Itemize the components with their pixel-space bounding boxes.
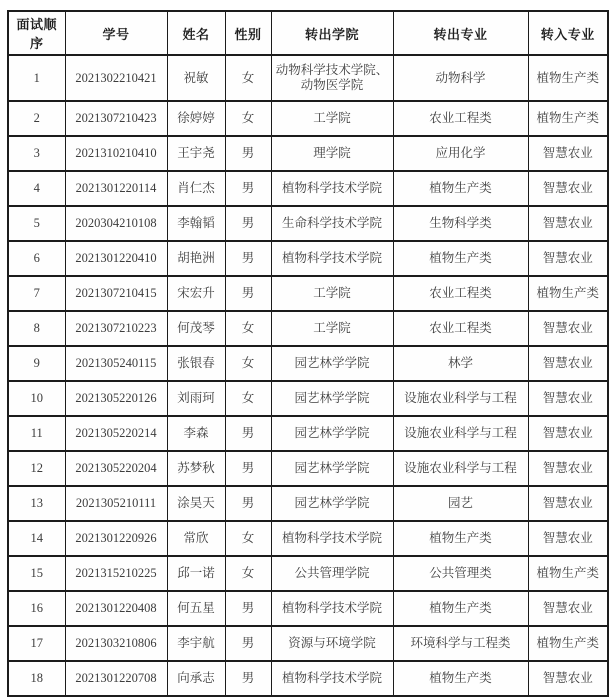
source-college-cell: 工学院 <box>271 276 393 311</box>
table-row <box>8 661 608 696</box>
student-id-cell: 2021302210421 <box>65 55 167 101</box>
source-major-cell: 环境科学与工程类 <box>393 626 528 661</box>
target-major-cell: 智慧农业 <box>528 591 608 626</box>
table-row <box>8 276 608 311</box>
column-header-name: 姓名 <box>167 11 225 55</box>
column-header-gender: 性别 <box>225 11 271 55</box>
interview-order-cell: 18 <box>8 661 65 696</box>
gender-cell: 男 <box>225 206 271 241</box>
gender-cell: 男 <box>225 276 271 311</box>
interview-order-cell: 9 <box>8 346 65 381</box>
interview-order-cell: 11 <box>8 416 65 451</box>
source-major-cell: 林学 <box>393 346 528 381</box>
target-major-cell: 智慧农业 <box>528 521 608 556</box>
gender-cell: 女 <box>225 381 271 416</box>
source-major-cell: 生物科学类 <box>393 206 528 241</box>
gender-cell: 男 <box>225 451 271 486</box>
table-row <box>8 556 608 591</box>
student-id-cell: 2021310210410 <box>65 136 167 171</box>
name-cell: 何五星 <box>167 591 225 626</box>
student-id-cell: 2020304210108 <box>65 206 167 241</box>
gender-cell: 女 <box>225 311 271 346</box>
source-major-cell: 植物生产类 <box>393 171 528 206</box>
target-major-cell: 智慧农业 <box>528 311 608 346</box>
interview-order-cell: 8 <box>8 311 65 346</box>
student-id-cell: 2021301220926 <box>65 521 167 556</box>
name-cell: 祝敏 <box>167 55 225 101</box>
name-cell: 王宇尧 <box>167 136 225 171</box>
source-major-cell: 应用化学 <box>393 136 528 171</box>
table-row <box>8 451 608 486</box>
gender-cell: 男 <box>225 171 271 206</box>
table-row <box>8 206 608 241</box>
table-row <box>8 486 608 521</box>
target-major-cell: 植物生产类 <box>528 556 608 591</box>
table-body <box>8 55 608 696</box>
target-major-cell: 植物生产类 <box>528 55 608 101</box>
name-cell: 涂昊天 <box>167 486 225 521</box>
interview-order-cell: 5 <box>8 206 65 241</box>
gender-cell: 女 <box>225 55 271 101</box>
table-row <box>8 521 608 556</box>
target-major-cell: 智慧农业 <box>528 451 608 486</box>
name-cell: 张银春 <box>167 346 225 381</box>
interview-order-cell: 12 <box>8 451 65 486</box>
interview-order-cell: 4 <box>8 171 65 206</box>
name-cell: 刘雨珂 <box>167 381 225 416</box>
source-major-cell: 设施农业科学与工程 <box>393 381 528 416</box>
table-row <box>8 136 608 171</box>
source-major-cell: 设施农业科学与工程 <box>393 416 528 451</box>
gender-cell: 男 <box>225 416 271 451</box>
name-cell: 徐婷婷 <box>167 101 225 136</box>
source-major-cell: 农业工程类 <box>393 101 528 136</box>
student-id-cell: 2021301220708 <box>65 661 167 696</box>
student-id-cell: 2021301220410 <box>65 241 167 276</box>
student-id-cell: 2021315210225 <box>65 556 167 591</box>
transfer-interview-table <box>7 10 609 697</box>
target-major-cell: 智慧农业 <box>528 206 608 241</box>
target-major-cell: 智慧农业 <box>528 661 608 696</box>
column-header-source-college: 转出学院 <box>271 11 393 55</box>
gender-cell: 女 <box>225 556 271 591</box>
student-id-cell: 2021305220214 <box>65 416 167 451</box>
target-major-cell: 植物生产类 <box>528 101 608 136</box>
name-cell: 邱一诺 <box>167 556 225 591</box>
gender-cell: 女 <box>225 101 271 136</box>
source-college-cell: 植物科学技术学院 <box>271 661 393 696</box>
target-major-cell: 智慧农业 <box>528 171 608 206</box>
interview-order-cell: 14 <box>8 521 65 556</box>
gender-cell: 男 <box>225 661 271 696</box>
interview-order-cell: 7 <box>8 276 65 311</box>
source-major-cell: 植物生产类 <box>393 521 528 556</box>
source-college-cell: 园艺林学学院 <box>271 416 393 451</box>
gender-cell: 男 <box>225 591 271 626</box>
interview-order-cell: 15 <box>8 556 65 591</box>
source-college-cell: 工学院 <box>271 101 393 136</box>
name-cell: 李翰韬 <box>167 206 225 241</box>
table-row <box>8 101 608 136</box>
column-header-student-id: 学号 <box>65 11 167 55</box>
interview-order-cell: 1 <box>8 55 65 101</box>
source-college-cell: 动物科学技术学院、动物医学院 <box>271 55 393 101</box>
student-id-cell: 2021303210806 <box>65 626 167 661</box>
target-major-cell: 植物生产类 <box>528 626 608 661</box>
student-id-cell: 2021307210223 <box>65 311 167 346</box>
name-cell: 肖仁杰 <box>167 171 225 206</box>
table-row <box>8 311 608 346</box>
source-major-cell: 农业工程类 <box>393 276 528 311</box>
source-major-cell: 植物生产类 <box>393 661 528 696</box>
interview-order-cell: 13 <box>8 486 65 521</box>
source-college-cell: 工学院 <box>271 311 393 346</box>
source-major-cell: 动物科学 <box>393 55 528 101</box>
interview-order-cell: 6 <box>8 241 65 276</box>
table-row <box>8 381 608 416</box>
source-college-cell: 生命科学技术学院 <box>271 206 393 241</box>
table-row <box>8 346 608 381</box>
table-row <box>8 416 608 451</box>
gender-cell: 男 <box>225 241 271 276</box>
column-header-target-major: 转入专业 <box>528 11 608 55</box>
student-id-cell: 2021305220126 <box>65 381 167 416</box>
source-college-cell: 园艺林学学院 <box>271 346 393 381</box>
student-id-cell: 2021305240115 <box>65 346 167 381</box>
name-cell: 宋宏升 <box>167 276 225 311</box>
student-id-cell: 2021307210415 <box>65 276 167 311</box>
name-cell: 李宇航 <box>167 626 225 661</box>
gender-cell: 男 <box>225 486 271 521</box>
source-college-cell: 植物科学技术学院 <box>271 521 393 556</box>
source-college-cell: 资源与环境学院 <box>271 626 393 661</box>
column-header-interview-order: 面试顺序 <box>8 11 65 55</box>
name-cell: 向承志 <box>167 661 225 696</box>
source-major-cell: 植物生产类 <box>393 241 528 276</box>
source-college-cell: 理学院 <box>271 136 393 171</box>
interview-order-cell: 16 <box>8 591 65 626</box>
table-header-row <box>8 11 608 55</box>
name-cell: 苏梦秋 <box>167 451 225 486</box>
student-id-cell: 2021305220204 <box>65 451 167 486</box>
table-row <box>8 241 608 276</box>
target-major-cell: 智慧农业 <box>528 241 608 276</box>
name-cell: 李森 <box>167 416 225 451</box>
source-college-cell: 园艺林学学院 <box>271 381 393 416</box>
interview-order-cell: 17 <box>8 626 65 661</box>
source-major-cell: 设施农业科学与工程 <box>393 451 528 486</box>
table-row <box>8 171 608 206</box>
gender-cell: 女 <box>225 521 271 556</box>
interview-order-cell: 3 <box>8 136 65 171</box>
source-college-cell: 园艺林学学院 <box>271 486 393 521</box>
source-major-cell: 公共管理类 <box>393 556 528 591</box>
name-cell: 何茂琴 <box>167 311 225 346</box>
gender-cell: 男 <box>225 626 271 661</box>
source-college-cell: 植物科学技术学院 <box>271 591 393 626</box>
target-major-cell: 植物生产类 <box>528 276 608 311</box>
table-row <box>8 626 608 661</box>
gender-cell: 男 <box>225 136 271 171</box>
target-major-cell: 智慧农业 <box>528 346 608 381</box>
source-major-cell: 植物生产类 <box>393 591 528 626</box>
target-major-cell: 智慧农业 <box>528 136 608 171</box>
student-id-cell: 2021301220114 <box>65 171 167 206</box>
student-id-cell: 2021301220408 <box>65 591 167 626</box>
target-major-cell: 智慧农业 <box>528 381 608 416</box>
interview-order-cell: 2 <box>8 101 65 136</box>
source-college-cell: 园艺林学学院 <box>271 451 393 486</box>
student-id-cell: 2021305210111 <box>65 486 167 521</box>
name-cell: 胡艳洲 <box>167 241 225 276</box>
source-college-cell: 植物科学技术学院 <box>271 171 393 206</box>
source-major-cell: 农业工程类 <box>393 311 528 346</box>
source-major-cell: 园艺 <box>393 486 528 521</box>
target-major-cell: 智慧农业 <box>528 486 608 521</box>
gender-cell: 女 <box>225 346 271 381</box>
source-college-cell: 植物科学技术学院 <box>271 241 393 276</box>
target-major-cell: 智慧农业 <box>528 416 608 451</box>
name-cell: 常欣 <box>167 521 225 556</box>
interview-order-cell: 10 <box>8 381 65 416</box>
column-header-source-major: 转出专业 <box>393 11 528 55</box>
student-id-cell: 2021307210423 <box>65 101 167 136</box>
table-row <box>8 591 608 626</box>
table-row <box>8 55 608 101</box>
source-college-cell: 公共管理学院 <box>271 556 393 591</box>
